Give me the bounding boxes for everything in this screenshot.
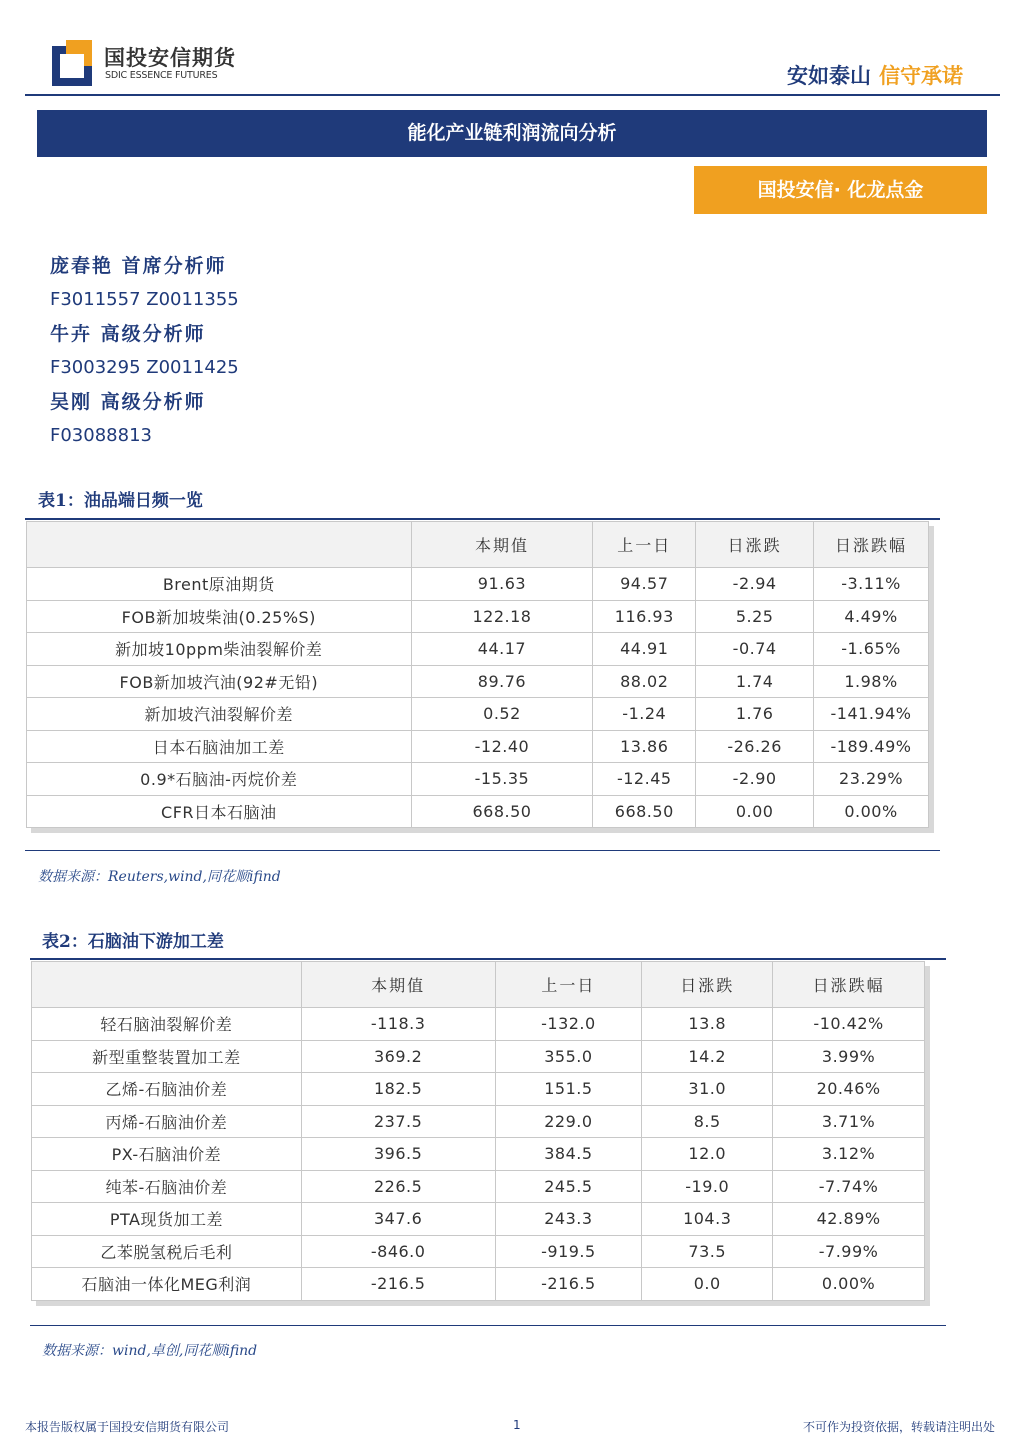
value-cell: 151.5: [495, 1073, 642, 1106]
value-cell: -189.49%: [814, 730, 929, 763]
table-row: [32, 1138, 925, 1171]
row-label-cell: 轻石脑油裂解价差: [32, 1008, 302, 1041]
table-row: [32, 1235, 925, 1268]
table-row: [32, 1040, 925, 1073]
table-row: [27, 698, 929, 731]
table-header-cell: [27, 522, 412, 568]
value-cell: -7.74%: [773, 1170, 925, 1203]
logo-text-en: SDIC ESSENCE FUTURES: [105, 70, 218, 81]
slogan-part-b: 信守承诺: [879, 64, 963, 88]
table1-caption: 表1：油品端日频一览: [38, 491, 203, 511]
row-label-cell: FOB新加坡汽油(92#无铅): [27, 665, 412, 698]
table-header-row: [32, 962, 925, 1008]
value-cell: 0.52: [411, 698, 593, 731]
value-cell: 31.0: [642, 1073, 773, 1106]
page-number: 1: [513, 1418, 521, 1432]
table2-bottom-rule: [30, 1325, 946, 1326]
table-header-cell: 上一日: [593, 522, 696, 568]
table-row: [32, 1105, 925, 1138]
value-cell: 226.5: [301, 1170, 495, 1203]
value-cell: 0.0: [642, 1268, 773, 1301]
value-cell: 668.50: [593, 795, 696, 828]
value-cell: 44.91: [593, 633, 696, 666]
value-cell: 5.25: [696, 600, 814, 633]
value-cell: 0.00: [696, 795, 814, 828]
value-cell: 369.2: [301, 1040, 495, 1073]
table-row: [32, 1203, 925, 1236]
value-cell: 89.76: [411, 665, 593, 698]
table2-caption: 表2：石脑油下游加工差: [42, 932, 224, 952]
value-cell: 44.17: [411, 633, 593, 666]
report-title: 能化产业链利润流向分析: [37, 110, 987, 157]
value-cell: -2.90: [696, 763, 814, 796]
footer-disclaimer: 不可作为投资依据，转载请注明出处: [802, 1420, 995, 1434]
report-tag: 国投安信· 化龙点金: [694, 166, 987, 214]
table-row: [32, 1170, 925, 1203]
row-label-cell: 乙烯-石脑油价差: [32, 1073, 302, 1106]
value-cell: -7.99%: [773, 1235, 925, 1268]
table-row: [27, 665, 929, 698]
value-cell: 88.02: [593, 665, 696, 698]
table-header-cell: 日涨跌幅: [814, 522, 929, 568]
table-header-cell: [32, 962, 302, 1008]
row-label-cell: Brent原油期货: [27, 568, 412, 601]
row-label-cell: 0.9*石脑油-丙烷价差: [27, 763, 412, 796]
table-header-cell: 上一日: [495, 962, 642, 1008]
value-cell: -919.5: [495, 1235, 642, 1268]
row-label-cell: FOB新加坡柴油(0.25%S): [27, 600, 412, 633]
value-cell: 1.76: [696, 698, 814, 731]
table1: [26, 521, 929, 828]
company-logo: [52, 40, 252, 90]
table2-top-rule: [30, 958, 946, 960]
value-cell: 23.29%: [814, 763, 929, 796]
value-cell: 3.12%: [773, 1138, 925, 1171]
row-label-cell: PTA现货加工差: [32, 1203, 302, 1236]
value-cell: 668.50: [411, 795, 593, 828]
analyst-name: 庞春艳 首席分析师: [50, 255, 227, 277]
table-header-cell: 日涨跌幅: [773, 962, 925, 1008]
logo-mark-icon: [52, 40, 98, 86]
value-cell: -3.11%: [814, 568, 929, 601]
table-header-cell: 日涨跌: [696, 522, 814, 568]
row-label-cell: 日本石脑油加工差: [27, 730, 412, 763]
value-cell: 122.18: [411, 600, 593, 633]
table2-source: 数据来源：wind,卓创,同花顺ifind: [42, 1343, 258, 1359]
row-label-cell: 乙苯脱氢税后毛利: [32, 1235, 302, 1268]
value-cell: 0.00%: [814, 795, 929, 828]
value-cell: 91.63: [411, 568, 593, 601]
value-cell: -12.40: [411, 730, 593, 763]
value-cell: -132.0: [495, 1008, 642, 1041]
row-label-cell: 丙烯-石脑油价差: [32, 1105, 302, 1138]
analyst-id: F3011557 Z0011355: [50, 289, 239, 310]
footer-copyright: 本报告版权属于国投安信期货有限公司: [25, 1420, 230, 1434]
value-cell: 243.3: [495, 1203, 642, 1236]
analyst-name: 牛卉 高级分析师: [50, 323, 206, 345]
value-cell: -0.74: [696, 633, 814, 666]
analyst-id: F3003295 Z0011425: [50, 357, 239, 378]
value-cell: 245.5: [495, 1170, 642, 1203]
table-row: [27, 568, 929, 601]
row-label-cell: 石脑油一体化MEG利润: [32, 1268, 302, 1301]
value-cell: -846.0: [301, 1235, 495, 1268]
logo-text-cn: 国投安信期货: [104, 46, 236, 70]
value-cell: 3.71%: [773, 1105, 925, 1138]
table-row: [27, 633, 929, 666]
table-header-cell: 日涨跌: [642, 962, 773, 1008]
value-cell: 20.46%: [773, 1073, 925, 1106]
row-label-cell: 纯苯-石脑油价差: [32, 1170, 302, 1203]
table-row: [27, 795, 929, 828]
header-divider: [25, 94, 1000, 96]
value-cell: -2.94: [696, 568, 814, 601]
value-cell: 94.57: [593, 568, 696, 601]
value-cell: -141.94%: [814, 698, 929, 731]
row-label-cell: 新加坡10ppm柴油裂解价差: [27, 633, 412, 666]
row-label-cell: PX-石脑油价差: [32, 1138, 302, 1171]
value-cell: -26.26: [696, 730, 814, 763]
value-cell: 0.00%: [773, 1268, 925, 1301]
value-cell: -1.65%: [814, 633, 929, 666]
value-cell: 73.5: [642, 1235, 773, 1268]
value-cell: 182.5: [301, 1073, 495, 1106]
value-cell: 396.5: [301, 1138, 495, 1171]
value-cell: 14.2: [642, 1040, 773, 1073]
value-cell: -15.35: [411, 763, 593, 796]
value-cell: 347.6: [301, 1203, 495, 1236]
value-cell: 3.99%: [773, 1040, 925, 1073]
value-cell: -118.3: [301, 1008, 495, 1041]
value-cell: -216.5: [301, 1268, 495, 1301]
value-cell: -216.5: [495, 1268, 642, 1301]
table1-source: 数据来源：Reuters,wind,同花顺ifind: [38, 869, 281, 885]
value-cell: -19.0: [642, 1170, 773, 1203]
value-cell: 116.93: [593, 600, 696, 633]
table-row: [32, 1008, 925, 1041]
table-row: [27, 730, 929, 763]
row-label-cell: 新加坡汽油裂解价差: [27, 698, 412, 731]
value-cell: 42.89%: [773, 1203, 925, 1236]
value-cell: 384.5: [495, 1138, 642, 1171]
table-row: [32, 1268, 925, 1301]
value-cell: 229.0: [495, 1105, 642, 1138]
value-cell: 104.3: [642, 1203, 773, 1236]
slogan: [787, 60, 963, 90]
value-cell: 12.0: [642, 1138, 773, 1171]
table-header-row: [27, 522, 929, 568]
row-label-cell: 新型重整装置加工差: [32, 1040, 302, 1073]
value-cell: 355.0: [495, 1040, 642, 1073]
table-header-cell: 本期值: [301, 962, 495, 1008]
table1-top-rule: [25, 518, 940, 520]
analyst-name: 吴刚 高级分析师: [50, 391, 206, 413]
table-row: [27, 600, 929, 633]
value-cell: -12.45: [593, 763, 696, 796]
value-cell: 13.8: [642, 1008, 773, 1041]
value-cell: 13.86: [593, 730, 696, 763]
table-row: [32, 1073, 925, 1106]
value-cell: 4.49%: [814, 600, 929, 633]
value-cell: 8.5: [642, 1105, 773, 1138]
analyst-id: F03088813: [50, 425, 152, 446]
table-row: [27, 763, 929, 796]
analyst-list: [50, 252, 239, 456]
value-cell: 1.74: [696, 665, 814, 698]
table2: [31, 961, 925, 1301]
table-header-cell: 本期值: [411, 522, 593, 568]
row-label-cell: CFR日本石脑油: [27, 795, 412, 828]
value-cell: -10.42%: [773, 1008, 925, 1041]
table1-bottom-rule: [25, 850, 940, 851]
value-cell: 237.5: [301, 1105, 495, 1138]
value-cell: 1.98%: [814, 665, 929, 698]
slogan-part-a: 安如泰山: [787, 64, 871, 88]
value-cell: -1.24: [593, 698, 696, 731]
